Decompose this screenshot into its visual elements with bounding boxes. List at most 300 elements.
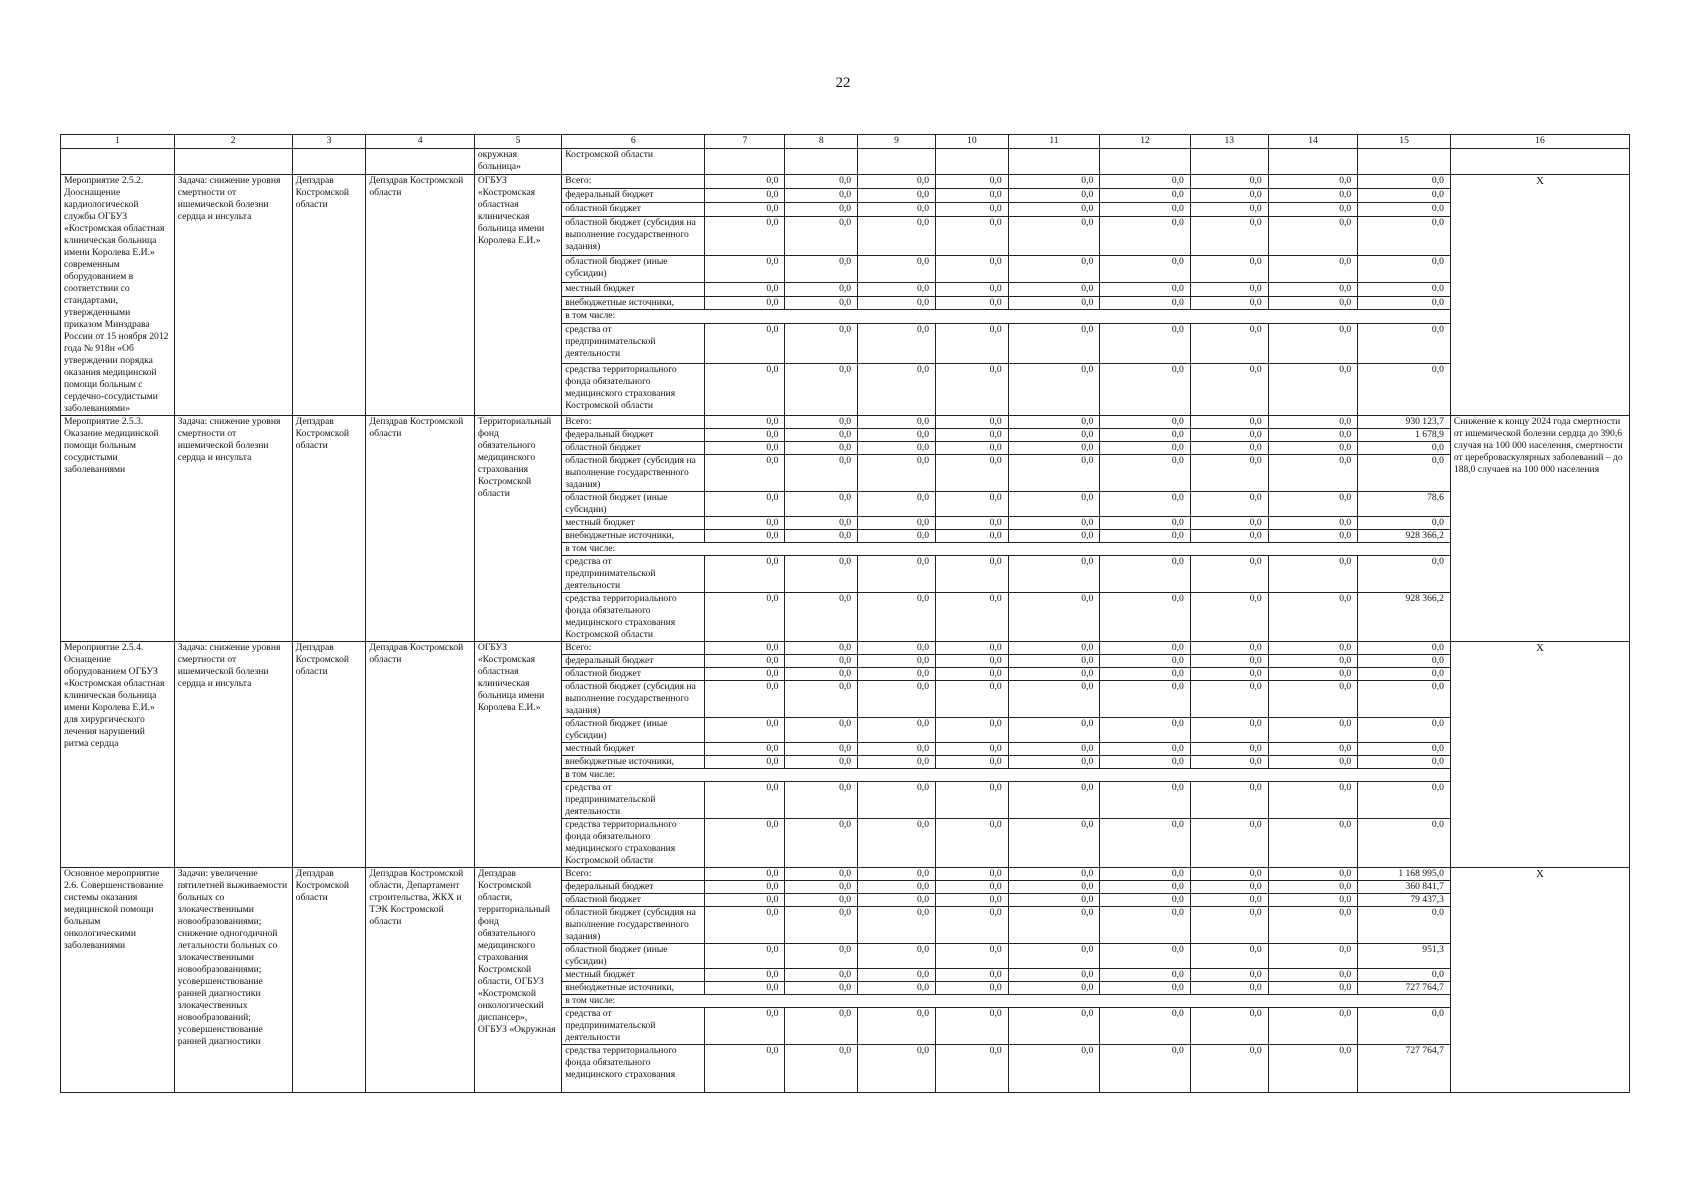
column-header-3: 3: [292, 135, 366, 149]
amount-cell: 0,0: [785, 894, 858, 907]
amount-cell: 0,0: [1100, 655, 1191, 668]
amount-cell: 0,0: [858, 363, 936, 415]
amount-cell: 0,0: [858, 868, 936, 881]
amount-cell: 0,0: [1358, 718, 1451, 743]
amount-cell: 0,0: [1190, 819, 1268, 868]
amount-cell: 0,0: [858, 296, 936, 310]
funding-source-label: Всего:: [562, 175, 705, 189]
funding-source-label: федеральный бюджет: [562, 655, 705, 668]
amount-cell: 0,0: [1008, 1045, 1100, 1093]
amount-cell: 0,0: [858, 442, 936, 455]
amount-cell: 0,0: [1100, 455, 1191, 492]
amount-cell: 0,0: [1100, 756, 1191, 769]
amount-cell: 0,0: [1190, 517, 1268, 530]
amount-cell: 0,0: [1190, 982, 1268, 995]
amount-cell: 0,0: [705, 655, 785, 668]
amount-cell: 0,0: [705, 442, 785, 455]
amount-cell: 0,0: [1008, 429, 1100, 442]
amount-cell: 0,0: [1268, 868, 1358, 881]
amount-cell: 0,0: [858, 894, 936, 907]
amount-cell: 0,0: [1008, 282, 1100, 296]
amount-cell: 0,0: [705, 216, 785, 255]
amount-cell: 0,0: [1268, 442, 1358, 455]
amount-cell: 0,0: [1100, 188, 1191, 202]
amount-cell: 0,0: [936, 881, 1009, 894]
amount-cell: 0,0: [1008, 492, 1100, 517]
funding-source-label: местный бюджет: [562, 282, 705, 296]
amount-cell: 0,0: [936, 175, 1009, 189]
amount-cell: 0,0: [936, 743, 1009, 756]
amount-cell: 0,0: [1190, 363, 1268, 415]
participant: ОГБУЗ «Костромская областная клиническая больница имени Королева Е.И.»: [474, 175, 561, 416]
amount-cell: 0,0: [705, 881, 785, 894]
amount-cell: 0,0: [1190, 429, 1268, 442]
amount-cell: 0,0: [936, 517, 1009, 530]
amount-cell: 0,0: [705, 782, 785, 819]
amount-cell: 0,0: [1008, 296, 1100, 310]
funding-source-label: областной бюджет (субсидия на выполнение государственного задания): [562, 455, 705, 492]
funding-source-label: местный бюджет: [562, 517, 705, 530]
column-header-13: 13: [1190, 135, 1268, 149]
amount-cell: 0,0: [1268, 681, 1358, 718]
page-number: 22: [835, 75, 851, 91]
funding-source-label: областной бюджет: [562, 442, 705, 455]
amount-cell: 0,0: [936, 642, 1009, 655]
amount-cell: 0,0: [1358, 1008, 1451, 1045]
coordinator: Депздрав Костромской области: [292, 868, 366, 1093]
program-table: [60, 134, 1630, 1093]
amount-cell: 0,0: [1268, 202, 1358, 216]
amount-cell: 0,0: [936, 655, 1009, 668]
amount-cell: 0,0: [1190, 681, 1268, 718]
amount-cell: 0,0: [858, 530, 936, 543]
amount-cell: 0,0: [936, 188, 1009, 202]
amount-cell: 0,0: [785, 681, 858, 718]
funding-source-label: Всего:: [562, 642, 705, 655]
funding-source-label: областной бюджет (иные субсидии): [562, 944, 705, 969]
amount-cell: 0,0: [1008, 593, 1100, 642]
amount-cell: 0,0: [705, 894, 785, 907]
amount-cell: 0,0: [1100, 969, 1191, 982]
amount-cell: 0,0: [936, 556, 1009, 593]
funding-source-label: средства территориального фонда обязательного медицинского страхования Костромской области: [562, 819, 705, 868]
funding-source-label: областной бюджет: [562, 894, 705, 907]
amount-cell: 0,0: [1008, 216, 1100, 255]
amount-cell: 0,0: [1008, 718, 1100, 743]
amount-cell: 0,0: [705, 982, 785, 995]
amount-cell: 0,0: [1100, 492, 1191, 517]
amount-cell: 0,0: [1268, 668, 1358, 681]
amount-cell: 0,0: [785, 530, 858, 543]
amount-cell: 0,0: [1268, 256, 1358, 283]
column-header-6: 6: [562, 135, 705, 149]
amount-cell: 0,0: [705, 175, 785, 189]
amount-cell: 0,0: [936, 944, 1009, 969]
participant: Территориальный фонд обязательного медицинского страхования Костромской области: [474, 416, 561, 642]
amount-cell: 0,0: [1358, 175, 1451, 189]
funding-source-label: Всего:: [562, 416, 705, 429]
responsible-executor: Депздрав Костромской области, Департамент строительства, ЖКХ и ТЭК Костромской области: [366, 868, 474, 1093]
funding-source-label: в том числе:: [562, 769, 1451, 782]
funding-row: [61, 416, 1630, 429]
amount-cell: 0,0: [936, 324, 1009, 363]
column-header-14: 14: [1268, 135, 1358, 149]
amount-cell: 0,0: [1190, 944, 1268, 969]
funding-source-label: местный бюджет: [562, 969, 705, 982]
funding-source-label: областной бюджет (иные субсидии): [562, 492, 705, 517]
amount-cell: 0,0: [1358, 782, 1451, 819]
amount-cell: 0,0: [785, 756, 858, 769]
amount-cell: 0,0: [785, 363, 858, 415]
amount-cell: 0,0: [1268, 642, 1358, 655]
column-header-1: 1: [61, 135, 175, 149]
amount-cell: 0,0: [1190, 718, 1268, 743]
amount-cell: 0,0: [705, 668, 785, 681]
amount-cell: 0,0: [1358, 282, 1451, 296]
amount-cell: 0,0: [858, 216, 936, 255]
amount-cell: 78,6: [1358, 492, 1451, 517]
column-header-4: 4: [366, 135, 474, 149]
amount-cell: 0,0: [705, 202, 785, 216]
amount-cell: 0,0: [1268, 743, 1358, 756]
responsible-executor: Депздрав Костромской области: [366, 175, 474, 416]
amount-cell: 0,0: [1008, 668, 1100, 681]
amount-cell: 0,0: [1268, 216, 1358, 255]
amount-cell: 0,0: [1100, 530, 1191, 543]
expected-result: Х: [1450, 175, 1629, 416]
amount-cell: 0,0: [1100, 324, 1191, 363]
amount-cell: 0,0: [936, 681, 1009, 718]
participant: Депздрав Костромской области, территориальный фонд обязательного медицинского страхования Костромской области, ОГБУЗ «Костромской онкологический диспансер», ОГБУЗ «Окружная: [474, 868, 561, 1093]
amount-cell: 0,0: [705, 681, 785, 718]
amount-cell: 0,0: [1358, 819, 1451, 868]
amount-cell: 0,0: [705, 718, 785, 743]
amount-cell: 0,0: [1358, 655, 1451, 668]
amount-cell: 0,0: [858, 982, 936, 995]
amount-cell: 0,0: [1268, 718, 1358, 743]
amount-cell: 0,0: [785, 1008, 858, 1045]
amount-cell: 0,0: [785, 282, 858, 296]
amount-cell: 0,0: [1358, 256, 1451, 283]
amount-cell: 360 841,7: [1358, 881, 1451, 894]
column-header-5: 5: [474, 135, 561, 149]
column-numbers-row: [61, 135, 1630, 149]
amount-cell: 727 764,7: [1358, 982, 1451, 995]
amount-cell: 0,0: [1190, 907, 1268, 944]
funding-source-label: средства территориального фонда обязательного медицинского страхования Костромской области: [562, 593, 705, 642]
amount-cell: 0,0: [705, 492, 785, 517]
task-text: Задачи: увеличение пятилетней выживаемости больных со злокачественными новообразованиями; снижение одногодичной летальности больных со злокачественными новообразованиями; усовершенствование ранней диагностики злокачественных новообразований; усовершенствование ранней диагностики: [174, 868, 292, 1093]
amount-cell: 0,0: [1100, 894, 1191, 907]
amount-cell: 0,0: [858, 681, 936, 718]
column-header-8: 8: [785, 135, 858, 149]
amount-cell: 0,0: [1190, 416, 1268, 429]
amount-cell: 1 168 995,0: [1358, 868, 1451, 881]
amount-cell: 0,0: [1358, 556, 1451, 593]
amount-cell: 0,0: [936, 1045, 1009, 1093]
coordinator: Депздрав Костромской области: [292, 175, 366, 416]
participant: ОГБУЗ «Костромская областная клиническая больница имени Королева Е.И.»: [474, 642, 561, 868]
amount-cell: 0,0: [1190, 492, 1268, 517]
amount-cell: 0,0: [785, 655, 858, 668]
amount-cell: 0,0: [1190, 1045, 1268, 1093]
amount-cell: 0,0: [936, 530, 1009, 543]
amount-cell: 0,0: [858, 1045, 936, 1093]
amount-cell: 0,0: [785, 982, 858, 995]
funding-source-label: средства территориального фонда обязательного медицинского страхования Костромской области: [562, 363, 705, 415]
amount-cell: 0,0: [936, 256, 1009, 283]
amount-cell: 0,0: [1008, 202, 1100, 216]
amount-cell: 0,0: [858, 593, 936, 642]
amount-cell: 0,0: [785, 868, 858, 881]
amount-cell: 0,0: [785, 492, 858, 517]
column-header-7: 7: [705, 135, 785, 149]
amount-cell: 0,0: [1190, 782, 1268, 819]
amount-cell: 0,0: [858, 782, 936, 819]
coordinator: Депздрав Костромской области: [292, 642, 366, 868]
amount-cell: 0,0: [1190, 282, 1268, 296]
amount-cell: 0,0: [1268, 296, 1358, 310]
amount-cell: 0,0: [936, 756, 1009, 769]
amount-cell: 0,0: [858, 556, 936, 593]
amount-cell: 0,0: [1100, 681, 1191, 718]
amount-cell: 0,0: [1100, 642, 1191, 655]
funding-source-label: средства от предпринимательской деятельности: [562, 782, 705, 819]
amount-cell: 0,0: [936, 296, 1009, 310]
amount-cell: 0,0: [1008, 982, 1100, 995]
amount-cell: 0,0: [1100, 517, 1191, 530]
amount-cell: 0,0: [1268, 282, 1358, 296]
amount-cell: 0,0: [1190, 256, 1268, 283]
amount-cell: 727 764,7: [1358, 1045, 1451, 1093]
funding-source-label: областной бюджет (субсидия на выполнение государственного задания): [562, 681, 705, 718]
amount-cell: 0,0: [1268, 556, 1358, 593]
amount-cell: 0,0: [858, 455, 936, 492]
amount-cell: 0,0: [785, 944, 858, 969]
amount-cell: 0,0: [1190, 1008, 1268, 1045]
amount-cell: 0,0: [1268, 324, 1358, 363]
amount-cell: 0,0: [1100, 442, 1191, 455]
amount-cell: 0,0: [705, 969, 785, 982]
funding-source-label: областной бюджет: [562, 202, 705, 216]
amount-cell: 0,0: [1008, 442, 1100, 455]
amount-cell: 0,0: [1190, 175, 1268, 189]
continuation-source: Костромской области: [562, 149, 705, 175]
amount-cell: 0,0: [1100, 819, 1191, 868]
amount-cell: 0,0: [936, 202, 1009, 216]
amount-cell: 0,0: [1190, 324, 1268, 363]
amount-cell: 0,0: [785, 881, 858, 894]
amount-cell: 0,0: [1100, 881, 1191, 894]
amount-cell: 0,0: [705, 907, 785, 944]
funding-source-label: внебюджетные источники,: [562, 756, 705, 769]
amount-cell: 0,0: [785, 782, 858, 819]
amount-cell: 0,0: [705, 188, 785, 202]
amount-cell: 0,0: [936, 416, 1009, 429]
coordinator: Депздрав Костромской области: [292, 416, 366, 642]
amount-cell: 0,0: [1008, 324, 1100, 363]
amount-cell: 0,0: [785, 1045, 858, 1093]
amount-cell: 0,0: [705, 944, 785, 969]
amount-cell: 0,0: [858, 756, 936, 769]
amount-cell: 0,0: [858, 655, 936, 668]
amount-cell: 0,0: [785, 188, 858, 202]
funding-source-label: федеральный бюджет: [562, 881, 705, 894]
amount-cell: 0,0: [1190, 743, 1268, 756]
column-header-2: 2: [174, 135, 292, 149]
amount-cell: 0,0: [785, 642, 858, 655]
column-header-9: 9: [858, 135, 936, 149]
amount-cell: 0,0: [1358, 969, 1451, 982]
amount-cell: 0,0: [1100, 944, 1191, 969]
responsible-executor: Депздрав Костромской области: [366, 642, 474, 868]
amount-cell: 0,0: [705, 819, 785, 868]
amount-cell: 0,0: [1268, 455, 1358, 492]
amount-cell: 0,0: [1268, 175, 1358, 189]
amount-cell: 0,0: [1008, 782, 1100, 819]
funding-source-label: внебюджетные источники,: [562, 982, 705, 995]
amount-cell: 0,0: [858, 1008, 936, 1045]
amount-cell: 0,0: [1190, 868, 1268, 881]
amount-cell: 0,0: [1008, 868, 1100, 881]
amount-cell: 0,0: [858, 969, 936, 982]
amount-cell: 0,0: [1268, 517, 1358, 530]
amount-cell: 0,0: [1100, 282, 1191, 296]
amount-cell: 0,0: [858, 429, 936, 442]
amount-cell: 0,0: [1008, 894, 1100, 907]
amount-cell: 0,0: [1008, 944, 1100, 969]
amount-cell: 951,3: [1358, 944, 1451, 969]
funding-row: [61, 175, 1630, 189]
amount-cell: 0,0: [1100, 907, 1191, 944]
amount-cell: 0,0: [1190, 655, 1268, 668]
amount-cell: 0,0: [1008, 517, 1100, 530]
activity-name: Мероприятие 2.5.2. Дооснащение кардиологической службы ОГБУЗ «Костромская областная клиническая больница имени Королева Е.И.» современным оборудованием в соответствии со стандартами, утвержденными приказом Минздрава России от 15 ноября 2012 года № 918н «Об утверждении порядка оказания медицинской помощи больным с сердечно-сосудистыми заболеваниями»: [61, 175, 175, 416]
amount-cell: 0,0: [1100, 982, 1191, 995]
amount-cell: 0,0: [858, 256, 936, 283]
amount-cell: 0,0: [936, 363, 1009, 415]
amount-cell: 0,0: [858, 743, 936, 756]
amount-cell: 0,0: [1268, 429, 1358, 442]
amount-cell: 0,0: [858, 517, 936, 530]
amount-cell: 0,0: [936, 982, 1009, 995]
funding-source-label: федеральный бюджет: [562, 188, 705, 202]
amount-cell: 0,0: [1190, 216, 1268, 255]
amount-cell: 0,0: [1100, 216, 1191, 255]
amount-cell: 0,0: [1190, 756, 1268, 769]
amount-cell: 0,0: [1008, 256, 1100, 283]
activity-name: Основное мероприятие 2.6. Совершенствование системы оказания медицинской помощи больным онкологическими заболеваниями: [61, 868, 175, 1093]
amount-cell: 0,0: [1358, 681, 1451, 718]
expected-result: Снижение к концу 2024 года смертности от ишемической болезни сердца до 390,6 случая на 100 000 населения, смертности от цереброваскулярных заболеваний – до 188,0 случаев на 100 000 населения: [1450, 416, 1629, 642]
amount-cell: 0,0: [936, 894, 1009, 907]
amount-cell: 0,0: [705, 530, 785, 543]
funding-row: [61, 868, 1630, 881]
amount-cell: 0,0: [1190, 188, 1268, 202]
funding-source-label: местный бюджет: [562, 743, 705, 756]
amount-cell: 0,0: [936, 868, 1009, 881]
amount-cell: 0,0: [1358, 202, 1451, 216]
amount-cell: 0,0: [705, 1045, 785, 1093]
task-text: Задача: снижение уровня смертности от ишемической болезни сердца и инсульта: [174, 175, 292, 416]
funding-source-label: в том числе:: [562, 310, 1451, 324]
amount-cell: 0,0: [705, 363, 785, 415]
funding-source-label: областной бюджет: [562, 668, 705, 681]
amount-cell: 0,0: [936, 1008, 1009, 1045]
amount-cell: 0,0: [1100, 668, 1191, 681]
amount-cell: 0,0: [705, 756, 785, 769]
amount-cell: 0,0: [785, 743, 858, 756]
amount-cell: 0,0: [1358, 642, 1451, 655]
amount-cell: 0,0: [936, 969, 1009, 982]
amount-cell: 0,0: [936, 668, 1009, 681]
amount-cell: 0,0: [936, 782, 1009, 819]
amount-cell: 0,0: [1268, 982, 1358, 995]
amount-cell: 928 366,2: [1358, 530, 1451, 543]
amount-cell: 0,0: [705, 556, 785, 593]
amount-cell: 1 678,9: [1358, 429, 1451, 442]
amount-cell: 0,0: [1358, 756, 1451, 769]
funding-source-label: в том числе:: [562, 995, 1451, 1008]
amount-cell: 0,0: [1100, 556, 1191, 593]
amount-cell: 0,0: [785, 556, 858, 593]
amount-cell: 0,0: [1100, 202, 1191, 216]
amount-cell: 0,0: [1008, 188, 1100, 202]
amount-cell: 0,0: [1100, 175, 1191, 189]
amount-cell: 0,0: [858, 881, 936, 894]
amount-cell: 0,0: [785, 216, 858, 255]
amount-cell: 0,0: [1358, 517, 1451, 530]
amount-cell: 0,0: [858, 642, 936, 655]
amount-cell: 928 366,2: [1358, 593, 1451, 642]
amount-cell: 0,0: [936, 216, 1009, 255]
activity-name: Мероприятие 2.5.4. Оснащение оборудованием ОГБУЗ «Костромская областная клиническая больница имени Королева Е.И.» для хирургического лечения нарушений ритма сердца: [61, 642, 175, 868]
amount-cell: 0,0: [785, 416, 858, 429]
amount-cell: 0,0: [1008, 655, 1100, 668]
amount-cell: 0,0: [858, 175, 936, 189]
amount-cell: 0,0: [1268, 944, 1358, 969]
amount-cell: 0,0: [785, 907, 858, 944]
amount-cell: 0,0: [785, 593, 858, 642]
amount-cell: 0,0: [1358, 442, 1451, 455]
amount-cell: 0,0: [785, 969, 858, 982]
amount-cell: 930 123,7: [1358, 416, 1451, 429]
amount-cell: 0,0: [1008, 969, 1100, 982]
funding-source-label: областной бюджет (иные субсидии): [562, 256, 705, 283]
amount-cell: 0,0: [936, 907, 1009, 944]
column-header-11: 11: [1008, 135, 1100, 149]
amount-cell: 0,0: [785, 517, 858, 530]
amount-cell: 0,0: [1268, 1008, 1358, 1045]
amount-cell: 0,0: [936, 282, 1009, 296]
amount-cell: 0,0: [1190, 455, 1268, 492]
amount-cell: 0,0: [1100, 416, 1191, 429]
amount-cell: 0,0: [1100, 363, 1191, 415]
expected-result: Х: [1450, 642, 1629, 868]
funding-source-label: федеральный бюджет: [562, 429, 705, 442]
amount-cell: 0,0: [1268, 819, 1358, 868]
amount-cell: 0,0: [936, 718, 1009, 743]
amount-cell: 0,0: [1268, 881, 1358, 894]
amount-cell: 0,0: [858, 718, 936, 743]
task-text: Задача: снижение уровня смертности от ишемической болезни сердца и инсульта: [174, 642, 292, 868]
amount-cell: 0,0: [1008, 907, 1100, 944]
amount-cell: 0,0: [1268, 782, 1358, 819]
amount-cell: 0,0: [1100, 782, 1191, 819]
amount-cell: 0,0: [1358, 668, 1451, 681]
amount-cell: 0,0: [705, 455, 785, 492]
amount-cell: 0,0: [1268, 492, 1358, 517]
